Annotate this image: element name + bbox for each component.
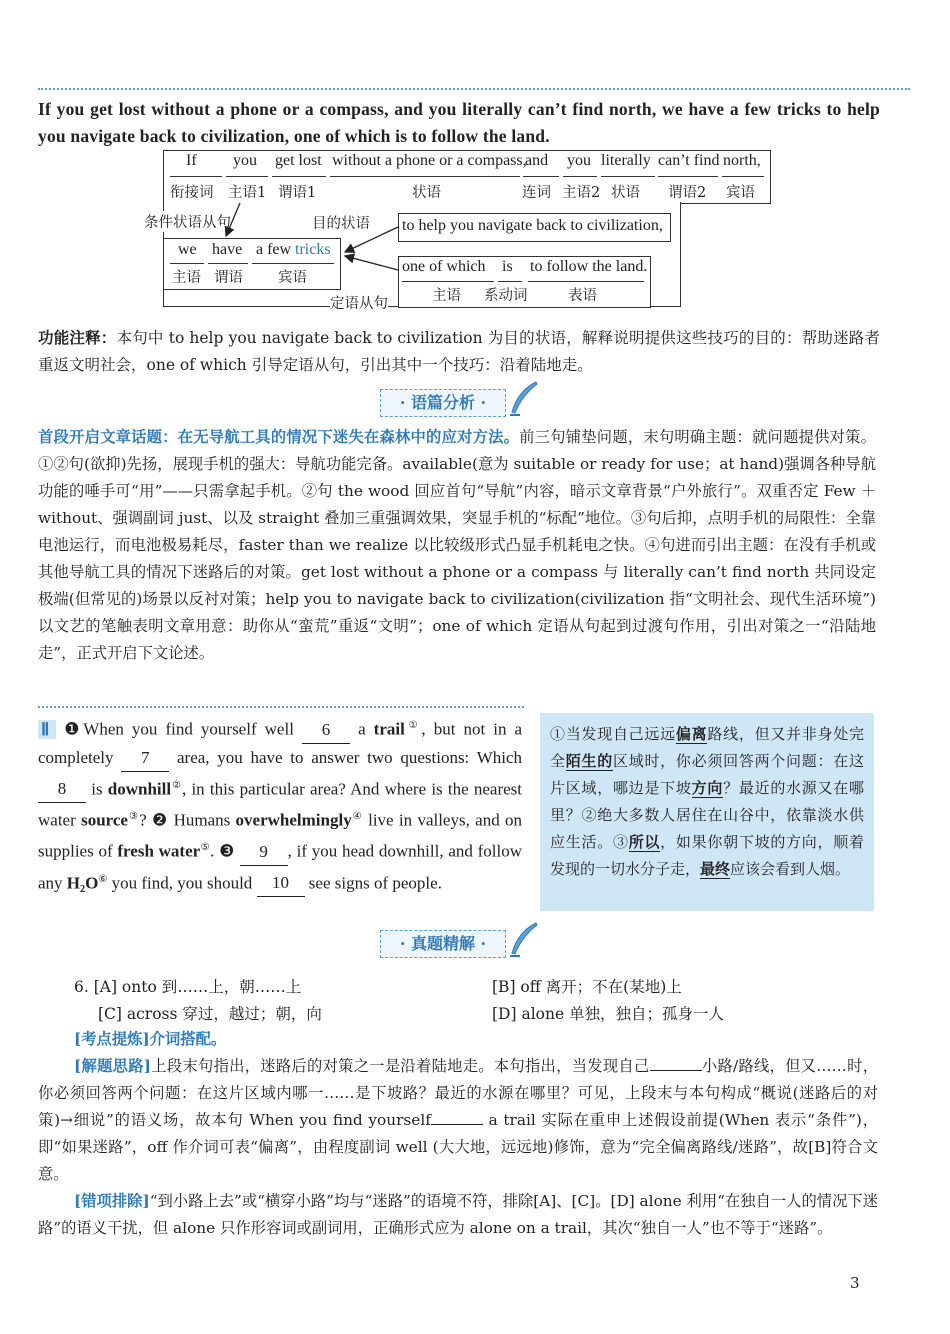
- label-relative: 定语从句: [330, 292, 388, 313]
- word-and: and: [525, 152, 549, 169]
- word-without: without a phone or a compass,: [332, 152, 527, 169]
- word-one-of-which: one of which: [402, 258, 486, 275]
- text-run: a: [358, 719, 366, 739]
- text-run: , but not in a completely: [38, 719, 523, 767]
- text-run: live in valleys, and on supplies of: [38, 810, 523, 861]
- role-subj1: 主语1: [228, 185, 267, 201]
- translation-keyword: 最终: [700, 860, 731, 878]
- word-north: north,: [723, 152, 761, 169]
- blank-8: 8: [38, 775, 86, 803]
- translation-run: 应该会看到人烟。: [730, 860, 851, 878]
- footnote-mark: ⑤: [200, 841, 211, 853]
- word-a-few: a few: [256, 241, 292, 258]
- text-run: , if you head downhill, and follow any: [38, 841, 523, 893]
- purpose-phrase: to help you navigate back to civilization,: [402, 217, 663, 234]
- translation-keyword: 方向: [691, 779, 724, 797]
- sentence-3-mark: ❸: [219, 841, 235, 861]
- role-main-subj: 主语: [172, 270, 201, 286]
- translation-run: ？最近的水源又在哪里？②绝大多数人居住在山谷中，依靠淡水供应生活。③: [550, 779, 864, 851]
- test-point-text: 介词搭配。: [149, 1030, 227, 1048]
- solution-text: a trail 实际在重申上述假设前提(When 表示“条件”)，即“如果迷路”，off 作介词可表“偏离”，由程度副词 well (大大地，远远地)修饰，意为“完全偏离路线/迷路”，故[B]符合文意。: [38, 1111, 878, 1183]
- word-downhill: downhill: [107, 779, 172, 799]
- section-title-discourse: · 语篇分析 ·: [380, 389, 506, 417]
- page-number: 3: [850, 1274, 860, 1292]
- text-run: .: [210, 841, 215, 861]
- word-if: If: [186, 152, 197, 169]
- solution-blank: [431, 1124, 483, 1125]
- option-d: [D] alone 单独，独自；孤身一人: [492, 1005, 725, 1023]
- elimination-text: “到小路上去”或“横穿小路”均与“迷路”的语境不符，排除[A]、[C]。[D] alone 利用“在独自一人的情况下迷路”的语义干扰，但 alone 只作形容词或副词用，正确形式应为 alone on a trail，其次“独自一人”也不等于“迷路”。: [38, 1192, 878, 1237]
- blank-7: 7: [121, 744, 169, 772]
- analysis-paragraph: [38, 424, 876, 667]
- translation-keyword: 所以: [628, 833, 661, 851]
- word-have: have: [212, 241, 243, 258]
- text-run: see signs of people.: [308, 873, 442, 893]
- word-we: we: [178, 241, 197, 258]
- translation-run: ，如果你朝下坡的方向，顺着发现的一切水分子走，: [550, 833, 864, 878]
- role-adv1: 状语: [412, 185, 441, 201]
- function-note-label: 功能注释：: [38, 328, 117, 347]
- word-cant-find: can’t find: [658, 152, 720, 169]
- label-purpose: 目的状语: [312, 216, 370, 232]
- word-you1: you: [233, 152, 257, 169]
- option-a: 6. [A] onto 到……上，朝……上: [74, 978, 302, 996]
- role-rel-link: 系动词: [484, 288, 528, 304]
- translation-run: 路线，但又并非身处完全: [550, 725, 864, 770]
- word-get-lost: get lost: [275, 152, 322, 169]
- word-to-follow: to follow the land.: [530, 258, 648, 275]
- role-conj2: 连词: [522, 185, 551, 201]
- word-h2o: H₂O: [66, 873, 99, 893]
- text-run: , in this particular area? And where is the nearest water: [38, 779, 523, 830]
- role-pred2: 谓语2: [668, 185, 707, 201]
- analysis-lead: 首段开启文章话题：在无导航工具的情况下迷失在森林中的应对方法。: [38, 428, 520, 446]
- word-is: is: [502, 258, 513, 275]
- text-run: area, you have to answer two questions: Which: [177, 747, 523, 767]
- diagram-arrows: [0, 0, 950, 340]
- translation-run: ①当发现自己远远: [550, 725, 676, 743]
- blank-6: 6: [302, 716, 350, 744]
- text-run: Humans: [173, 810, 231, 830]
- passage-numeral: Ⅱ: [38, 720, 56, 739]
- text-run: is: [91, 779, 103, 799]
- translation-box: [540, 713, 874, 911]
- solution-tag: [解题思路]: [74, 1057, 152, 1075]
- label-conditional: 条件状语从句: [144, 211, 231, 232]
- function-note: [38, 324, 880, 379]
- word-source: source: [81, 810, 128, 830]
- solution-blank: [650, 1070, 702, 1071]
- text-run: ?: [139, 810, 147, 830]
- footnote-mark: ①: [404, 720, 422, 731]
- blank-9: 9: [240, 838, 288, 866]
- elimination-tag: [错项排除]: [74, 1192, 150, 1210]
- option-c: [C] across 穿过，越过；朝，向: [98, 1005, 322, 1023]
- passage-2: [38, 712, 522, 897]
- option-b: [B] off 离开；不在(某地)上: [492, 978, 682, 996]
- word-tricks: tricks: [295, 241, 331, 258]
- quill-icon: [506, 921, 540, 959]
- solution-text: 小路/路线，但又……时，你必须回答两个问题：在这片区域内哪一……是下坡路？最近的水源在哪里？可见，上段末与本句构成“概说(迷路后的对策)→细说”的语义场，故本句 When you find yourself: [38, 1057, 878, 1129]
- translation-keyword: 偏离: [675, 725, 708, 743]
- blank-10: 10: [257, 869, 305, 897]
- word-literally: literally: [601, 152, 651, 169]
- solution-text: 上段末句指出，迷路后的对策之一是沿着陆地走。本句指出，当发现自己: [151, 1057, 650, 1075]
- footnote-mark: ③: [127, 811, 140, 823]
- role-adv2: 状语: [611, 185, 640, 201]
- word-you2: you: [567, 152, 591, 169]
- test-point-tag: [考点提炼]: [74, 1030, 150, 1048]
- footnote-mark: ②: [171, 779, 182, 791]
- role-pred1: 谓语1: [278, 185, 317, 201]
- role-main-pred: 谓语: [214, 270, 243, 286]
- test-point: [74, 1026, 874, 1053]
- role-conj: 衔接词: [170, 185, 214, 201]
- solution-paragraph: [38, 1053, 878, 1188]
- word-overwhelmingly: overwhelmingly: [235, 810, 352, 830]
- section-title-exam: · 真题精解 ·: [380, 930, 506, 958]
- intro-sentence: If you get lost without a phone or a compass, and you literally can’t find north, we have a few tricks to help you navigate back to civilization, one of which is to follow the land.: [38, 99, 880, 146]
- role-obj: 宾语: [726, 185, 755, 201]
- role-main-obj: 宾语: [278, 270, 307, 286]
- footnote-mark: ⑥: [98, 873, 108, 885]
- sentence-2-mark: ❷: [151, 810, 169, 830]
- text-run: you find, you should: [111, 873, 253, 893]
- passage-divider: [38, 706, 524, 708]
- role-rel-subj: 主语: [432, 288, 461, 304]
- role-rel-pred: 表语: [568, 288, 597, 304]
- elimination-paragraph: [38, 1188, 878, 1242]
- sentence-1-mark: ❶: [64, 719, 84, 739]
- word-trail: trail: [373, 719, 405, 739]
- analysis-text: 前三句铺垫问题，末句明确主题：就问题提供对策。①②句(欲抑)先扬，展现手机的强大：导航功能完备。available(意为 suitable or ready for use；at hand)强调各种导航功能的唾手可“用”——只需拿起手机。②句 the wood 回应首句“导航”内容，暗示文章背景“户外旅行”。双重否定 Few ＋ without、强调副词 just、以及 straight 叠加三重强调效果，突显手机的“标配”地位。③句后抑，点明手机的局限性：全靠电池运行，而电池极易耗尽，faster than we realize 以比较级形式凸显手机耗电之快。④句进而引出主题：在没有手机或其他导航工具的情况下迷路后的对策。get lost without a phone or a compass 与 literally can’t find north 共同设定极端(但常见的)场景以反衬对策；help you to navigate back to civilization(civilization 指“文明社会、现代生活环境”)以文艺的笔触表明文章用意：助你从“蛮荒”重返“文明”；one of which 定语从句起到过渡句作用，引出对策之一“沿陆地走”，正式开启下文论述。: [38, 428, 876, 662]
- text-run: When you find yourself well: [83, 719, 294, 739]
- footnote-mark: ④: [351, 811, 363, 823]
- function-note-text: 本句中 to help you navigate back to civilization 为目的状语，解释说明提供这些技巧的目的：帮助迷路者重返文明社会，one of which 引导定语从句，引出其中一个技巧：沿着陆地走。: [38, 329, 880, 374]
- translation-run: 区域时，你必须回答两个问题：在这片区域，哪边是下坡: [550, 752, 864, 797]
- word-fresh-water: fresh water: [117, 841, 201, 861]
- translation-keyword: 陌生的: [565, 752, 613, 770]
- quill-icon: [506, 380, 540, 418]
- role-subj2: 主语2: [562, 185, 601, 201]
